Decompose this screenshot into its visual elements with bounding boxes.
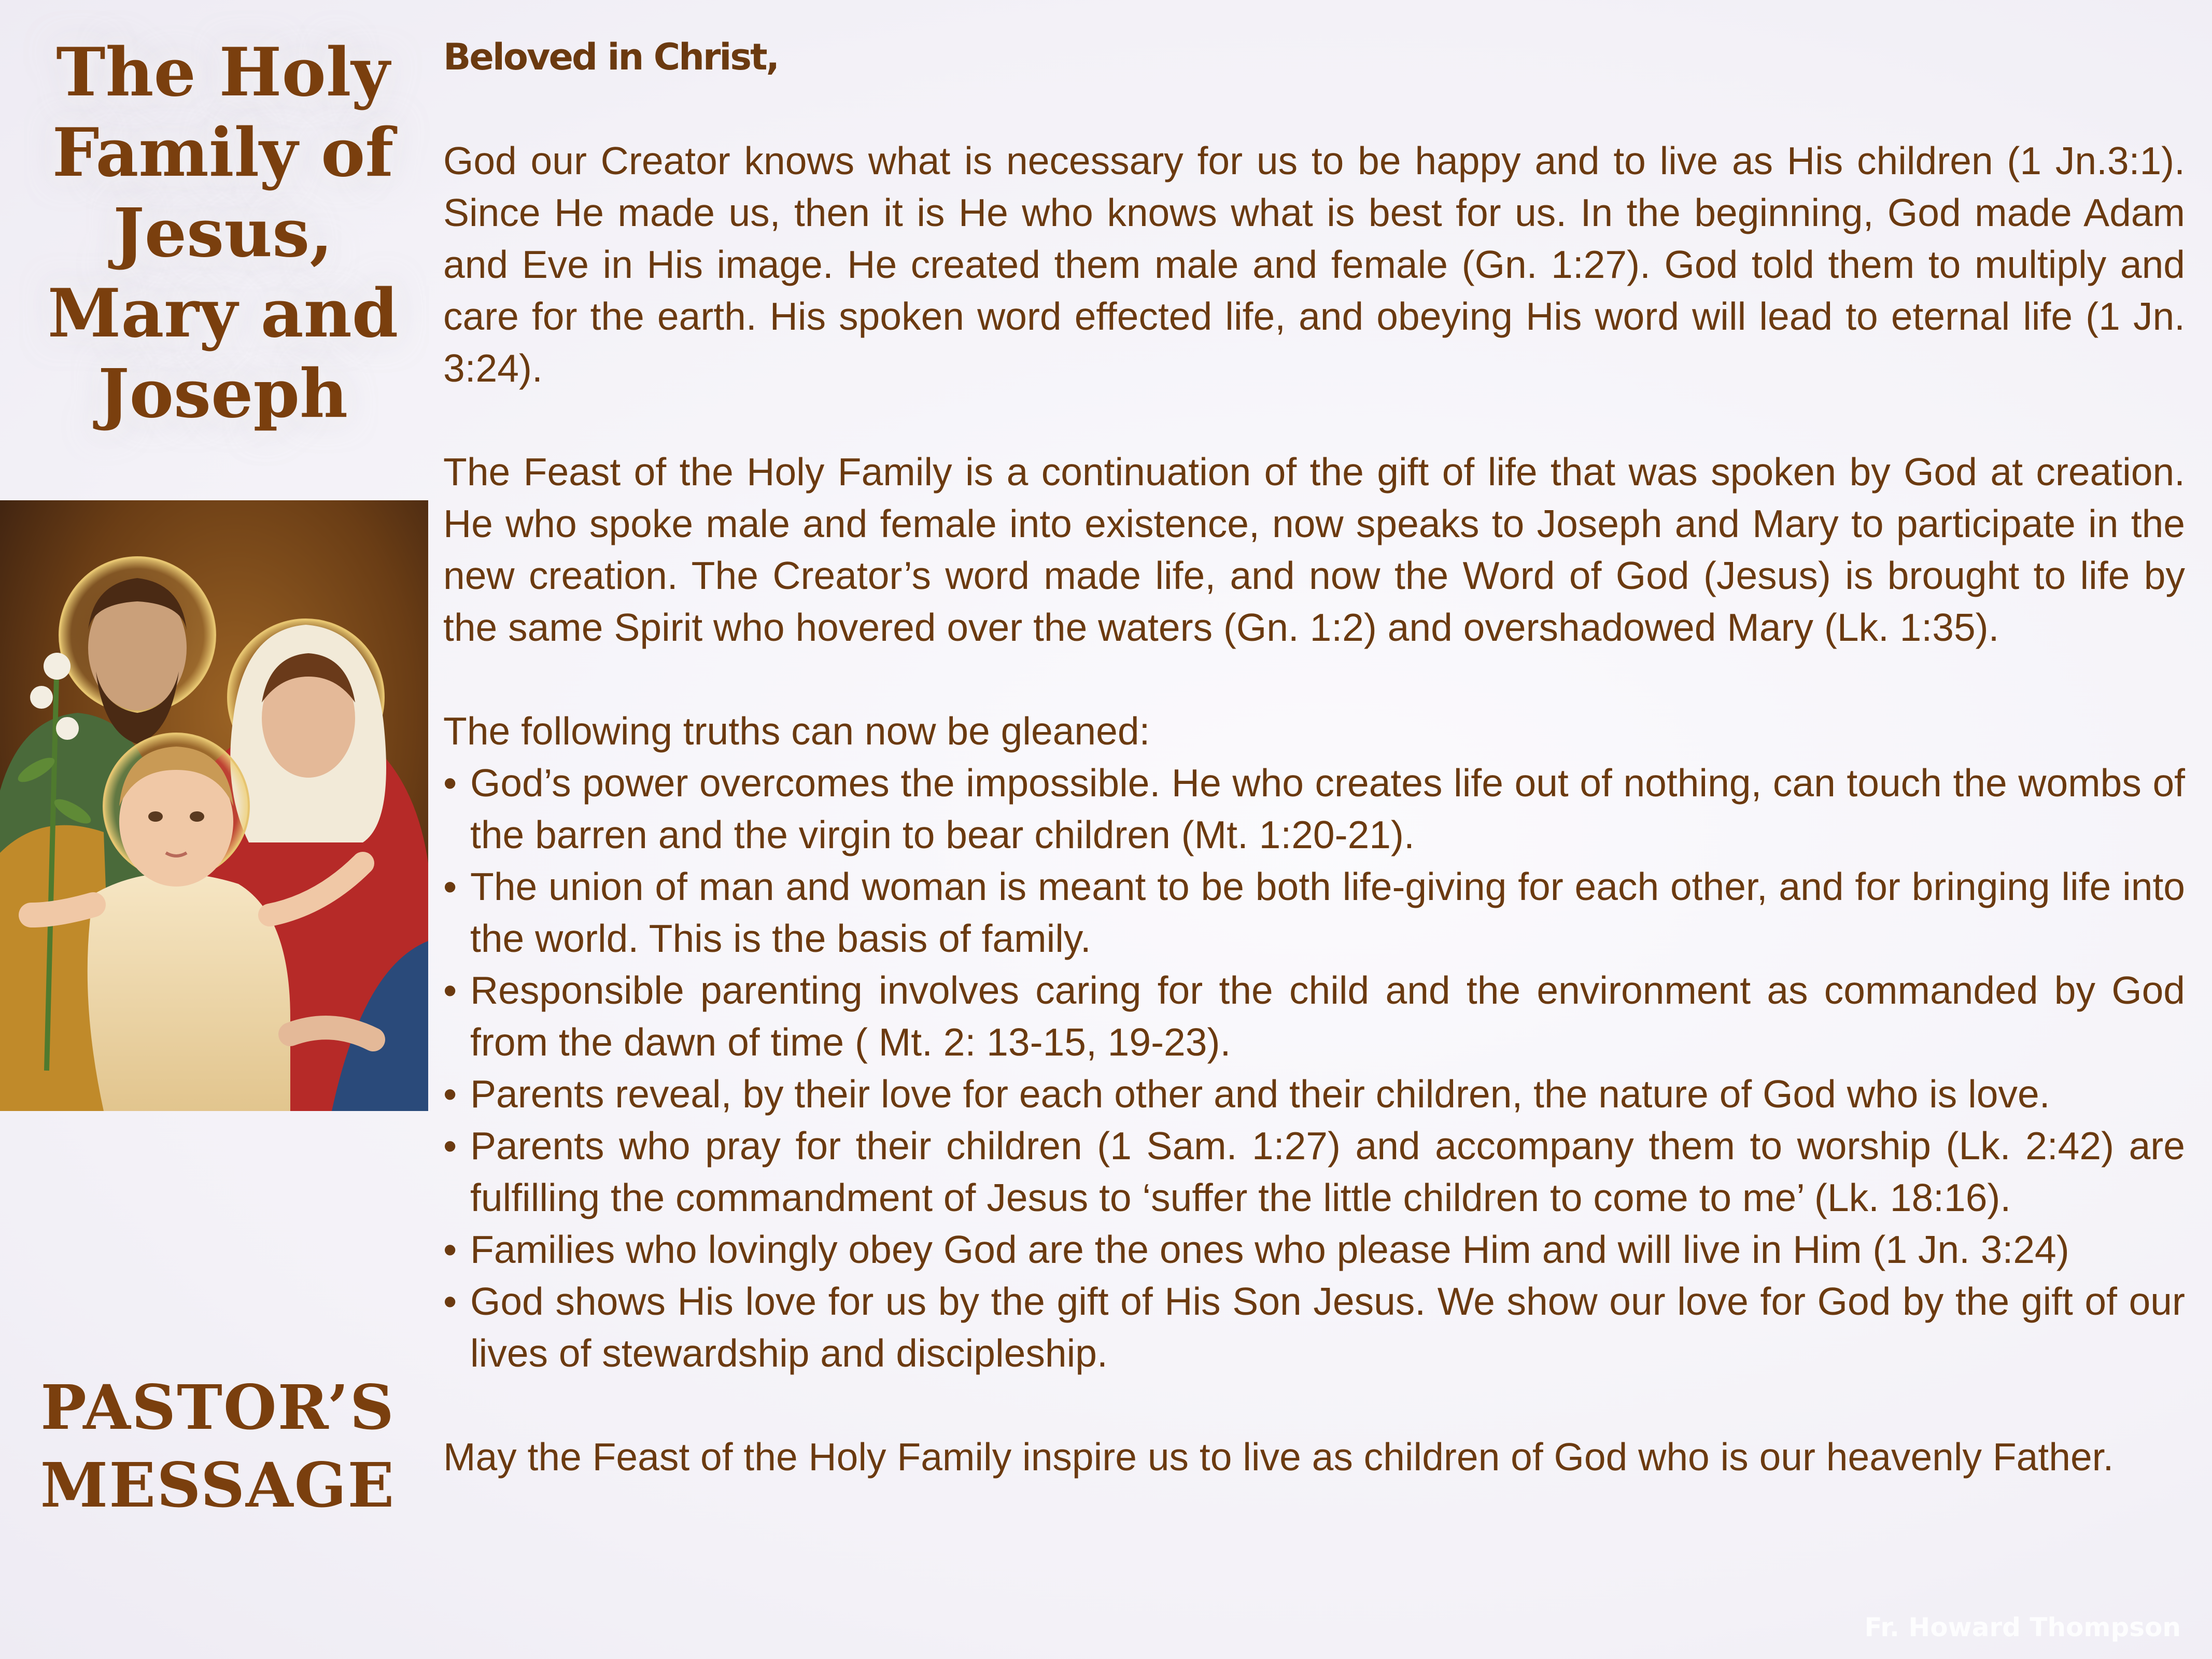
letter-closing: May the Feast of the Holy Family inspire us to live as children of God who is our heavenly Father. [443, 1435, 2114, 1479]
bullet-icon: • [443, 1072, 457, 1116]
pastor-letter [443, 31, 2185, 1483]
list-item [443, 1068, 2185, 1120]
bullet-icon: • [443, 1124, 457, 1168]
section-label: PASTOR’S MESSAGE [40, 1371, 396, 1521]
list-item [443, 1120, 2185, 1224]
truths-list [443, 757, 2185, 1379]
bullet-icon: • [443, 1280, 457, 1323]
list-item [443, 757, 2185, 861]
letter-greeting: Beloved in Christ, [443, 36, 779, 78]
bullet-icon: • [443, 1228, 457, 1271]
list-item [443, 861, 2185, 964]
bullet-icon: • [443, 865, 457, 908]
list-item-text: The union of man and woman is meant to be both life-giving for each other, and for bringing life into the world. This is the basis of family. [470, 865, 2185, 960]
title-block [16, 10, 430, 456]
list-item-text: God shows His love for us by the gift of His Son Jesus. We show our love for God by the gift of our lives of stewardship and discipleship. [470, 1280, 2185, 1375]
list-item-text: God’s power overcomes the impossible. He who creates life out of nothing, can touch the wombs of the barren and the virgin to bear children (Mt. 1:20-21). [470, 761, 2185, 856]
letter-paragraph: God our Creator knows what is necessary for us to be happy and to live as His children (1 Jn.3:1). Since He made us, then it is He who knows what is best for us. In the beginning, God made Adam and Eve in His image. He created them male and female (Gn. 1:27). God told them to multiply and care for the earth. His spoken word effected life, and obeying His word will lead to eternal life (1 Jn. 3:24). [443, 139, 2185, 390]
list-item-text: Families who lovingly obey God are the ones who please Him and will live in Him (1 Jn. 3:24) [470, 1228, 2069, 1271]
signature: Fr. Howard Thompson [1864, 1612, 2181, 1642]
list-item [443, 1224, 2185, 1275]
letter-paragraph: The Feast of the Holy Family is a continuation of the gift of life that was spoken by God at creation. He who spoke male and female into existence, now speaks to Joseph and Mary to participate in the new creation. The Creator’s word made life, and now the Word of God (Jesus) is brought to life by the same Spirit who hovered over the waters (Gn. 1:2) and overshadowed Mary (Lk. 1:35). [443, 450, 2185, 649]
holy-family-illustration [0, 500, 428, 1111]
list-item-text: Parents reveal, by their love for each other and their children, the nature of God who is love. [470, 1072, 2050, 1116]
bullet-icon: • [443, 761, 457, 805]
bullet-icon: • [443, 968, 457, 1012]
list-item [443, 1275, 2185, 1379]
list-item-text: Parents who pray for their children (1 Sam. 1:27) and accompany them to worship (Lk. 2:42) are fulfilling the commandment of Jesus to ‘suffer the little children to come to me’ (Lk. 18:16). [470, 1124, 2185, 1219]
holy-family-painting [0, 500, 428, 1111]
page-title: The Holy Family of Jesus, Mary and Joseph [47, 33, 399, 433]
truths-intro: The following truths can now be gleaned: [443, 709, 1150, 753]
list-item-text: Responsible parenting involves caring for the child and the environment as commanded by God from the dawn of time ( Mt. 2: 13-15, 19-23). [470, 968, 2185, 1064]
list-item [443, 964, 2185, 1068]
